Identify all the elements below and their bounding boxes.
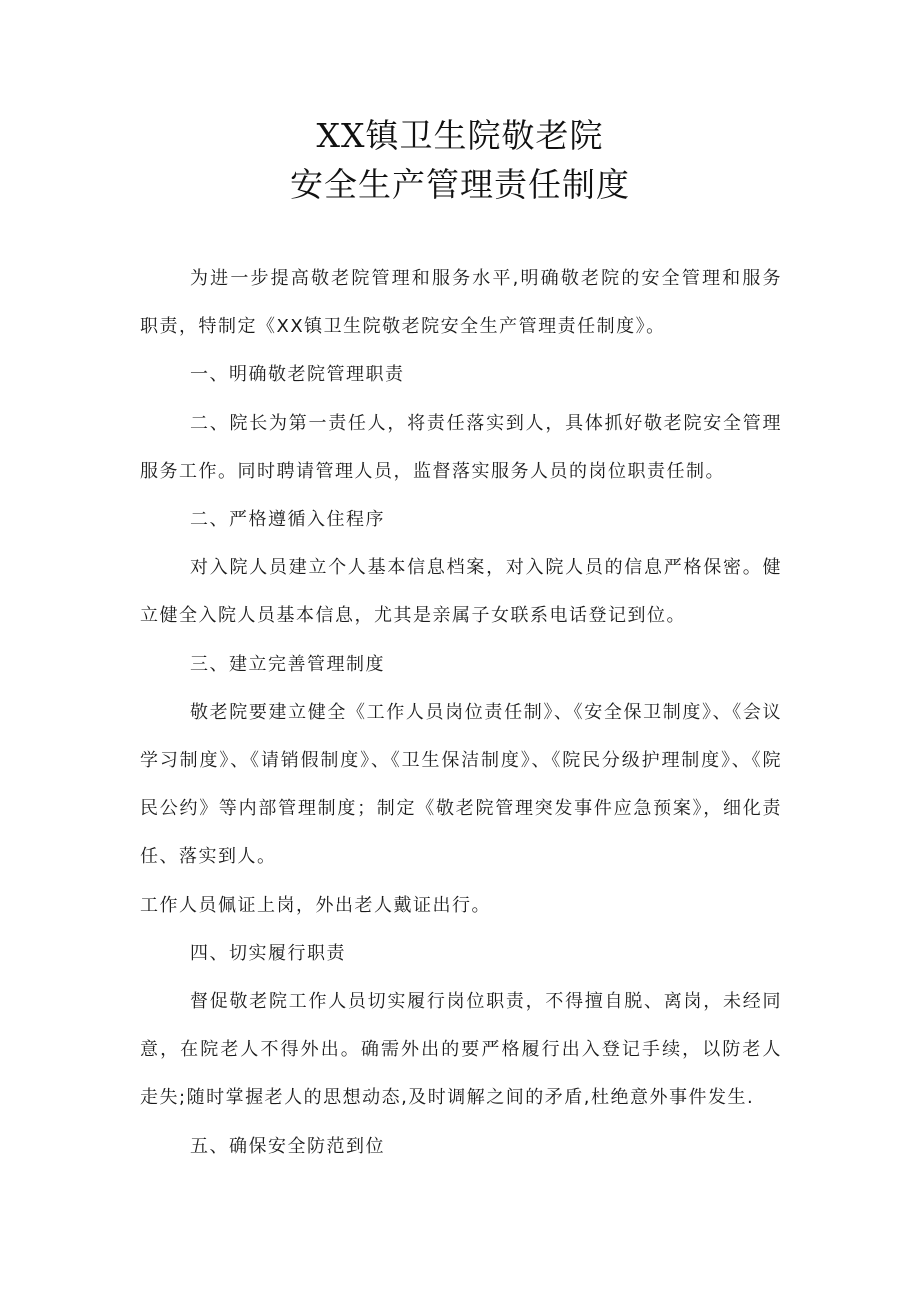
document-body [140, 255, 782, 1171]
section-heading: 四、切实履行职责 [190, 942, 346, 964]
section-heading: 五、确保安全防范到位 [190, 1135, 385, 1157]
paragraph: 工作人员佩证上岗，外出老人戴证出行。 [140, 894, 491, 916]
document-title-line2: 安全生产管理责任制度 [290, 165, 630, 204]
paragraph: 督促敬老院工作人员切实履行岗位职责，不得擅自脱、离岗，未经同意，在院老人不得外出。确需外出的要严格履行出入登记手续，以防老人走失;随时掌握老人的思想动态,及时调解之间的矛盾,杜绝意外事件发生. [140, 991, 782, 1109]
document-title-line1: XX镇卫生院敬老院 [316, 116, 604, 155]
paragraph-intro: 为进一步提高敬老院管理和服务水平,明确敬老院的安全管理和服务职责，特制定《XX镇卫生院敬老院安全生产管理责任制度》。 [140, 268, 782, 338]
paragraph: 对入院人员建立个人基本信息档案，对入院人员的信息严格保密。健立健全入院人员基本信息，尤其是亲属子女联系电话登记到位。 [140, 557, 782, 627]
section-heading: 一、明确敬老院管理职责 [190, 364, 405, 386]
section-heading: 二、严格遵循入住程序 [190, 509, 385, 531]
paragraph: 敬老院要建立健全《工作人员岗位责任制》、《安全保卫制度》、《会议学习制度》、《请销假制度》、《卫生保洁制度》、《院民分级护理制度》、《院民公约》等内部管理制度；制定《敬老院管理突发事件应急预案》，细化责任、落实到人。 [140, 701, 782, 868]
section-heading: 三、建立完善管理制度 [190, 653, 385, 675]
paragraph: 二、院长为第一责任人，将责任落实到人，具体抓好敬老院安全管理服务工作。同时聘请管理人员，监督落实服务人员的岗位职责任制。 [140, 412, 782, 482]
